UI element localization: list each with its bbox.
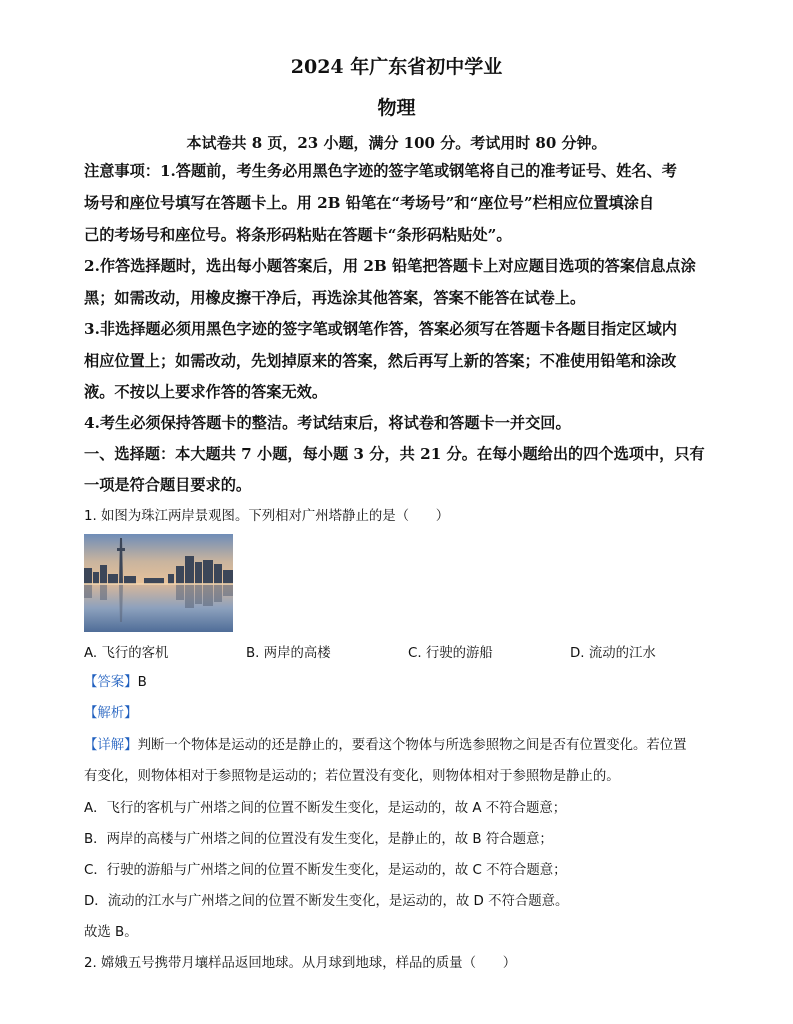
analysis-tag: 【解析】 xyxy=(84,706,138,721)
exam-title: 2024 年广东省初中学业 xyxy=(290,56,503,78)
notes-line: 场号和座位号填写在答题卡上。用 2B 铅笔在“考场号”和“座位号”栏相应位置填涂自 xyxy=(84,194,655,212)
q1-detail-line xyxy=(84,737,724,755)
q1-option-c: C. 行驶的游船 xyxy=(408,646,493,661)
q1-detail-line: 有变化，则物体相对于参照物是运动的；若位置没有变化，则物体相对于参照物是静止的。 xyxy=(84,769,620,784)
q1-detail-line: D．流动的江水与广州塔之间的位置不断发生变化，是运动的，故 D 不符合题意。 xyxy=(84,894,569,909)
q1-answer-line xyxy=(84,674,724,692)
q1-detail-line: 故选 B。 xyxy=(84,925,138,940)
notes-line: 相应位置上；如需改动，先划掉原来的答案，然后再写上新的答案；不准使用铅笔和涂改 xyxy=(84,352,677,370)
section-heading: 一、选择题：本大题共 7 小题，每小题 3 分，共 21 分。在每小题给出的四个选项中，只有 xyxy=(84,445,705,463)
exam-subtitle: 本试卷共 8 页，23 小题，满分 100 分。考试用时 80 分钟。 xyxy=(186,134,607,152)
notes-line: 液。不按以上要求作答的答案无效。 xyxy=(84,383,327,401)
answer-tag: 【答案】 xyxy=(84,675,138,690)
notes-line: 注意事项：1.答题前，考生务必用黑色字迹的签字笔或钢笔将自己的准考证号、姓名、考 xyxy=(84,162,677,180)
detail-text: 判断一个物体是运动的还是静止的，要看这个物体与所选参照物之间是否有位置变化。若位置 xyxy=(137,738,687,753)
question-2-stem: 2. 嫦娥五号携带月壤样品返回地球。从月球到地球，样品的质量（ ） xyxy=(84,956,517,971)
notes-line: 己的考场号和座位号。将条形码粘贴在答题卡“条形码粘贴处”。 xyxy=(84,226,512,244)
notes-line: 3.非选择题必须用黑色字迹的签字笔或钢笔作答，答案必须写在答题卡各题目指定区域内 xyxy=(84,320,677,338)
q1-detail-line: C．行驶的游船与广州塔之间的位置不断发生变化，是运动的，故 C 不符合题意； xyxy=(84,863,567,878)
notes-line: 2.作答选择题时，选出每小题答案后，用 2B 铅笔把答题卡上对应题目选项的答案信息点涂 xyxy=(84,257,696,275)
question-1-stem: 1. 如图为珠江两岸景观图。下列相对广州塔静止的是（ ） xyxy=(84,509,450,524)
q1-option-b: B. 两岸的高楼 xyxy=(246,646,331,661)
q1-analysis-line xyxy=(84,705,724,723)
exam-subject: 物理 xyxy=(377,97,416,119)
notes-line: 黑；如需改动，用橡皮擦干净后，再选涂其他答案，答案不能答在试卷上。 xyxy=(84,289,586,307)
section-heading: 一项是符合题目要求的。 xyxy=(84,476,252,494)
q1-option-d: D. 流动的江水 xyxy=(570,646,656,661)
pearl-river-image xyxy=(84,534,233,632)
answer-value: B xyxy=(137,675,147,690)
notes-line: 4.考生必须保持答题卡的整洁。考试结束后，将试卷和答题卡一并交回。 xyxy=(84,414,571,432)
q1-detail-line: B．两岸的高楼与广州塔之间的位置没有发生变化，是静止的，故 B 符合题意； xyxy=(84,832,553,847)
q1-detail-line: A．飞行的客机与广州塔之间的位置不断发生变化，是运动的，故 A 不符合题意； xyxy=(84,801,567,816)
detail-tag: 【详解】 xyxy=(84,738,138,753)
pearl-river-photo xyxy=(84,534,233,632)
q1-option-a: A. 飞行的客机 xyxy=(84,646,169,661)
